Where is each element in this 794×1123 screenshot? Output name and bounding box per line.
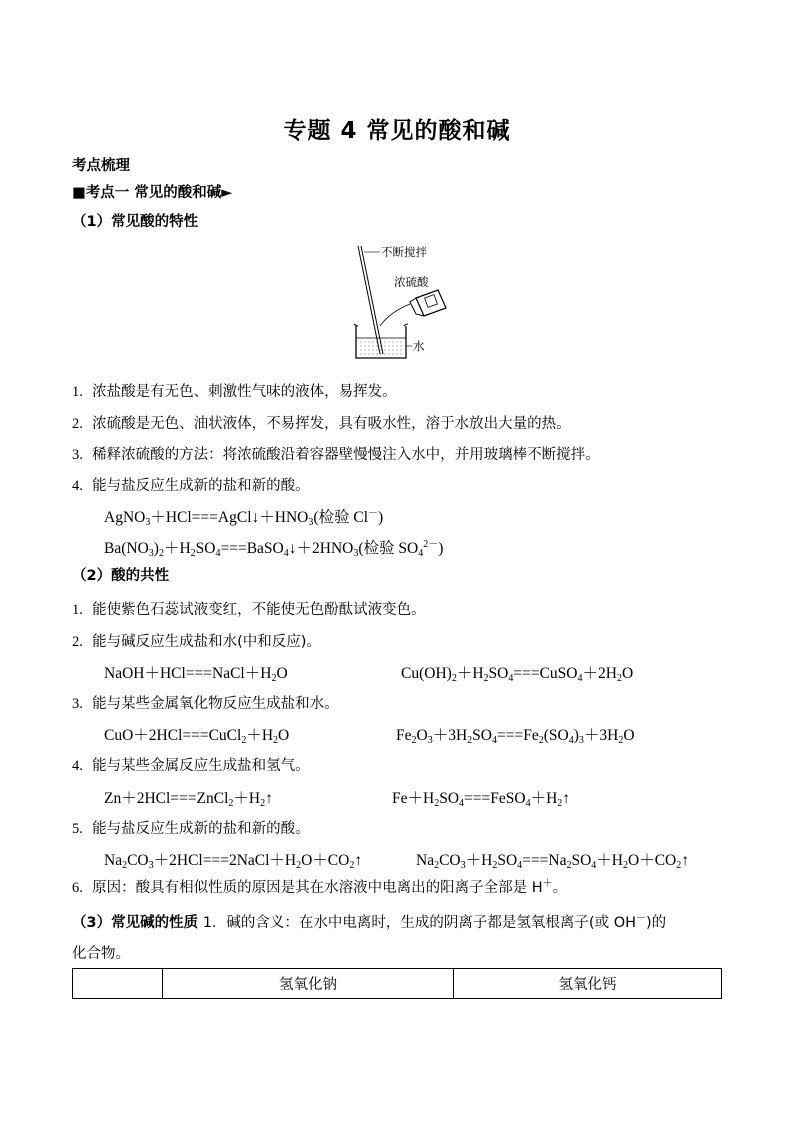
common-2: 2. 能与碱反应生成盐和水(中和反应)。 xyxy=(72,634,321,650)
acid-prop-3: 3. 稀释浓硫酸的方法：将浓硫酸沿着容器壁慢慢注入水中，并用玻璃棒不断搅拌。 xyxy=(72,447,600,463)
common-6: 6. 原因：酸具有相似性质的原因是其在水溶液中电离出的阳离子全部是 H＋。 xyxy=(72,878,568,896)
dilution-diagram xyxy=(350,242,454,364)
page-title: 专题 4 常见的酸和碱 xyxy=(283,118,511,144)
label-water: 水 xyxy=(413,339,425,353)
equation-bano3: $Ba(NO_3)_2+H_2SO_4===BaSO_4↓+2HNO_3$(检验 $SO_4^{2-}$) xyxy=(104,539,444,559)
table-header-row xyxy=(73,969,722,999)
part2-heading: （2）酸的共性 xyxy=(72,568,170,584)
dilution-figure xyxy=(350,242,454,364)
equation-cuoh2-h2so4: $Cu(OH)_2+H_2SO_4===CuSO_4+2H_2O$ xyxy=(401,665,634,684)
base-definition-line2: 化合物。 xyxy=(72,946,130,962)
table-header-cell xyxy=(73,969,163,999)
equation-fe2o3-h2so4: $Fe_2O_3+3H_2SO_4===Fe_2(SO_4)_3+3H_2O$ xyxy=(396,727,635,746)
part3-line: （3）常见碱的性质 1．碱的含义：在水中电离时，生成的阴离子都是氢氧根离子(或 OH－)的 xyxy=(72,913,667,931)
equation-cuo-hcl: $CuO+2HCl===CuCl_2+H_2O$ xyxy=(104,727,290,746)
table-header-cell: 氢氧化钠 xyxy=(163,969,454,999)
equation-na2co3-hcl: $Na_2CO_3+2HCl===2NaCl+H_2O+CO_2↑$ xyxy=(104,852,363,871)
table-header-cell: 氢氧化钙 xyxy=(454,969,722,999)
label-stir: 不断搅拌 xyxy=(381,245,427,259)
acid-prop-2: 2. 浓硫酸是无色、油状液体，不易挥发，具有吸水性，溶于水放出大量的热。 xyxy=(72,416,571,432)
common-4: 4. 能与某些金属反应生成盐和氢气。 xyxy=(72,758,310,774)
equation-agno3: $AgNO_3+HCl===AgCl↓+HNO_3$(检验 Cl－) xyxy=(104,508,384,528)
equation-zn-hcl: $Zn+2HCl===ZnCl_2+H_2↑$ xyxy=(104,790,273,809)
kaodian-1-heading: ■考点一 常见的酸和碱► xyxy=(72,185,233,201)
equation-na2co3-h2so4: $Na_2CO_3+H_2SO_4===Na_2SO_4+H_2O+CO_2↑$ xyxy=(416,852,689,871)
common-5: 5. 能与盐反应生成新的盐和新的酸。 xyxy=(72,821,310,837)
equation-naoh-hcl: $NaOH+HCl===NaCl+H_2O$ xyxy=(104,665,288,684)
base-definition: 1．碱的含义：在水中电离时，生成的阴离子都是氢氧根离子(或 OH xyxy=(198,915,637,931)
part1-heading: （1）常见酸的特性 xyxy=(72,214,199,230)
common-3: 3. 能与某些金属氧化物反应生成盐和水。 xyxy=(72,696,339,712)
acid-prop-1: 1. 浓盐酸是有无色、刺激性气味的液体，易挥发。 xyxy=(72,384,397,400)
base-properties-table xyxy=(72,968,722,999)
part3-heading: （3）常见碱的性质 xyxy=(72,915,199,931)
section-review-heading: 考点梳理 xyxy=(72,158,130,174)
acid-bottle xyxy=(380,290,446,326)
acid-prop-4: 4. 能与盐反应生成新的盐和新的酸。 xyxy=(72,478,310,494)
equation-fe-h2so4: $Fe+H_2SO_4===FeSO_4+H_2↑$ xyxy=(392,790,571,809)
label-acid: 浓硫酸 xyxy=(394,275,429,289)
common-1: 1. 能使紫色石蕊试液变红，不能使无色酚酞试液变色。 xyxy=(72,602,426,618)
